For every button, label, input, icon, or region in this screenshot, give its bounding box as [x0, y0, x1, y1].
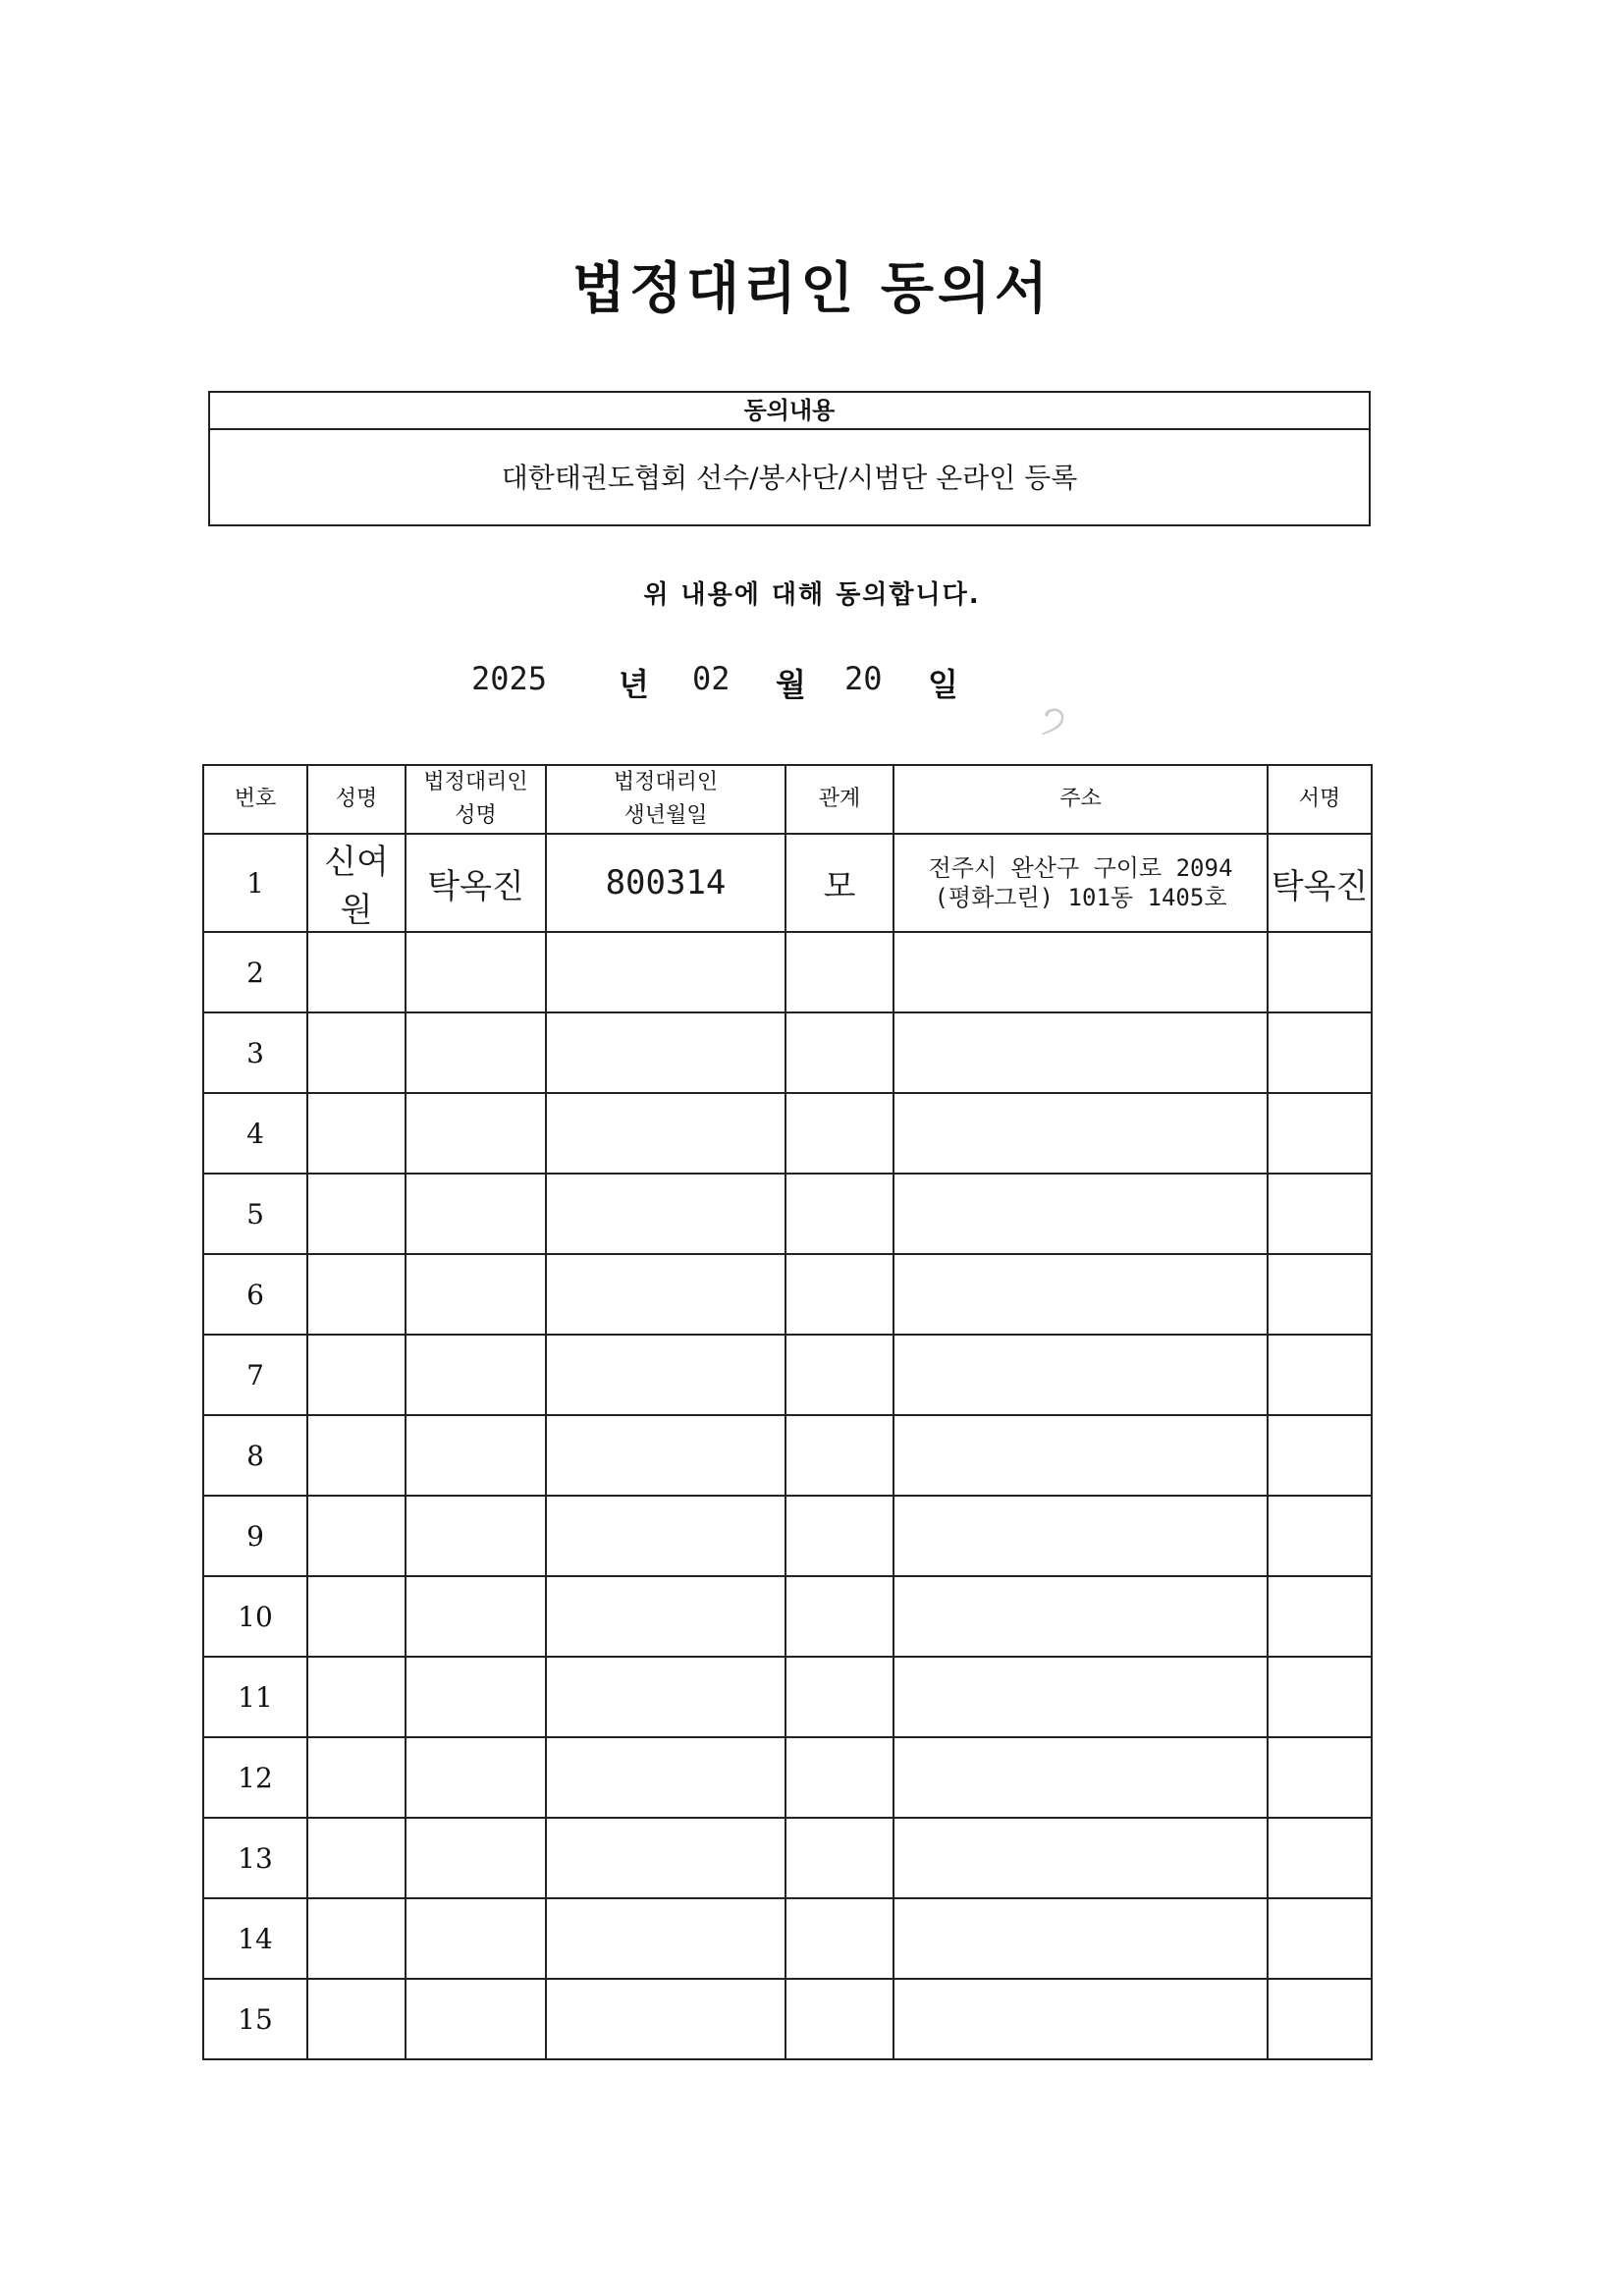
table-row: [203, 1415, 1372, 1496]
cell-signature: [1268, 1012, 1372, 1093]
table-row: [203, 1335, 1372, 1415]
cell-guardian-birth: [546, 1576, 785, 1657]
cell-guardian-name: [406, 1415, 546, 1496]
cell-relation: [785, 1174, 893, 1254]
table-row: [203, 1898, 1372, 1979]
col-header-name: 성명: [307, 765, 406, 834]
cell-signature: [1268, 1335, 1372, 1415]
cell-number: 4: [203, 1093, 307, 1174]
cell-guardian-name: [406, 1737, 546, 1818]
cell-number: 2: [203, 932, 307, 1012]
cell-relation: [785, 1496, 893, 1576]
cell-address: [893, 1496, 1268, 1576]
cell-number: 7: [203, 1335, 307, 1415]
cell-guardian-name: [406, 1818, 546, 1898]
cell-guardian-birth: [546, 1496, 785, 1576]
cell-address: [893, 1174, 1268, 1254]
cell-guardian-birth: [546, 1979, 785, 2059]
table-row: [203, 1174, 1372, 1254]
col-header-relation: 관계: [785, 765, 893, 834]
cell-signature: 탁옥진: [1268, 834, 1372, 932]
cell-signature: [1268, 1818, 1372, 1898]
cell-name: [307, 1898, 406, 1979]
cell-guardian-name: 탁옥진: [406, 834, 546, 932]
cell-relation: [785, 1818, 893, 1898]
cell-guardian-birth: [546, 1415, 785, 1496]
cell-relation: [785, 1576, 893, 1657]
cell-signature: [1268, 1174, 1372, 1254]
cell-name: [307, 1335, 406, 1415]
col-header-guardian-name-line1: 법정대리인: [423, 770, 528, 794]
cell-signature: [1268, 932, 1372, 1012]
cell-guardian-name: [406, 1093, 546, 1174]
cell-signature: [1268, 1093, 1372, 1174]
col-header-guardian-name-line2: 성명: [455, 803, 497, 828]
cell-address: [893, 1818, 1268, 1898]
cell-name: [307, 1979, 406, 2059]
cell-number: 5: [203, 1174, 307, 1254]
cell-address: [893, 1898, 1268, 1979]
cell-name: [307, 1496, 406, 1576]
cell-relation: [785, 1254, 893, 1335]
table-row: [203, 1576, 1372, 1657]
cell-relation: [785, 1657, 893, 1737]
cell-guardian-birth: [546, 1818, 785, 1898]
date-year-label: 년: [619, 666, 649, 703]
stray-mark: ੭: [1041, 697, 1066, 742]
col-header-guardian-birth: [546, 765, 785, 834]
cell-number: 6: [203, 1254, 307, 1335]
cell-name: [307, 1012, 406, 1093]
cell-guardian-name: [406, 1576, 546, 1657]
cell-guardian-birth: [546, 1012, 785, 1093]
cell-name: [307, 1657, 406, 1737]
cell-relation: 모: [785, 834, 893, 932]
cell-relation: [785, 1335, 893, 1415]
date-day-label: 일: [928, 666, 958, 703]
cell-name: [307, 1174, 406, 1254]
table-row: [203, 834, 1372, 932]
cell-address: [893, 1737, 1268, 1818]
cell-address: [893, 1576, 1268, 1657]
cell-address: [893, 1415, 1268, 1496]
cell-address: [893, 1093, 1268, 1174]
cell-name: [307, 1415, 406, 1496]
cell-guardian-birth: [546, 1737, 785, 1818]
agreement-statement: 위 내용에 대해 동의합니다.: [643, 580, 981, 610]
cell-signature: [1268, 1898, 1372, 1979]
cell-signature: [1268, 1737, 1372, 1818]
cell-address: [893, 1012, 1268, 1093]
col-header-address: 주소: [893, 765, 1268, 834]
col-header-guardian-birth-line2: 생년월일: [623, 803, 708, 828]
table-row: [203, 1818, 1372, 1898]
cell-number: 15: [203, 1979, 307, 2059]
registration-table: [202, 764, 1373, 2060]
cell-name: [307, 1737, 406, 1818]
table-header-row: [203, 765, 1372, 834]
cell-name: [307, 932, 406, 1012]
cell-address: [893, 1657, 1268, 1737]
cell-signature: [1268, 1657, 1372, 1737]
cell-number: 11: [203, 1657, 307, 1737]
date-month-label: 월: [776, 666, 806, 703]
cell-guardian-birth: [546, 932, 785, 1012]
table-row: [203, 1012, 1372, 1093]
table-row: [203, 1254, 1372, 1335]
cell-address: [893, 834, 1268, 932]
cell-address: [893, 1979, 1268, 2059]
cell-guardian-name: [406, 1012, 546, 1093]
cell-relation: [785, 1012, 893, 1093]
cell-number: 12: [203, 1737, 307, 1818]
cell-address: [893, 932, 1268, 1012]
consent-header: 동의내용: [210, 393, 1369, 430]
cell-number: 1: [203, 834, 307, 932]
table-row: [203, 1093, 1372, 1174]
consent-box: [208, 391, 1371, 526]
cell-number: 10: [203, 1576, 307, 1657]
cell-name: [307, 1818, 406, 1898]
col-header-signature: 서명: [1268, 765, 1372, 834]
cell-number: 8: [203, 1415, 307, 1496]
cell-guardian-birth: [546, 1335, 785, 1415]
cell-guardian-birth: [546, 1898, 785, 1979]
cell-number: 13: [203, 1818, 307, 1898]
cell-guardian-name: [406, 932, 546, 1012]
cell-signature: [1268, 1415, 1372, 1496]
cell-guardian-name: [406, 1174, 546, 1254]
col-header-guardian-birth-line1: 법정대리인: [613, 770, 719, 794]
consent-content: 대한태권도협회 선수/봉사단/시범단 온라인 등록: [501, 462, 1078, 494]
cell-signature: [1268, 1576, 1372, 1657]
table-row: [203, 1737, 1372, 1818]
table-row: [203, 1979, 1372, 2059]
cell-address: [893, 1335, 1268, 1415]
cell-number: 14: [203, 1898, 307, 1979]
cell-guardian-name: [406, 1898, 546, 1979]
cell-number: 9: [203, 1496, 307, 1576]
cell-guardian-birth: [546, 1174, 785, 1254]
cell-guardian-name: [406, 1657, 546, 1737]
col-header-number: 번호: [203, 765, 307, 834]
cell-address-line1: 전주시 완산구 구이로 2094: [928, 854, 1233, 882]
cell-relation: [785, 1979, 893, 2059]
cell-address: [893, 1254, 1268, 1335]
cell-guardian-name: [406, 1335, 546, 1415]
cell-relation: [785, 1898, 893, 1979]
cell-relation: [785, 1415, 893, 1496]
cell-relation: [785, 1093, 893, 1174]
date-year: 2025: [471, 660, 548, 697]
cell-signature: [1268, 1979, 1372, 2059]
cell-guardian-name: [406, 1979, 546, 2059]
table-row: [203, 1496, 1372, 1576]
cell-signature: [1268, 1254, 1372, 1335]
cell-name: [307, 1093, 406, 1174]
table-row: [203, 1657, 1372, 1737]
cell-name: [307, 1254, 406, 1335]
cell-guardian-birth: [546, 1657, 785, 1737]
cell-relation: [785, 1737, 893, 1818]
cell-name: [307, 1576, 406, 1657]
cell-guardian-birth: [546, 1093, 785, 1174]
cell-address-line2: (평화그린) 101동 1405호: [934, 884, 1227, 911]
cell-guardian-name: [406, 1254, 546, 1335]
cell-signature: [1268, 1496, 1372, 1576]
cell-guardian-birth: [546, 1254, 785, 1335]
date-day: 20: [844, 660, 883, 697]
cell-number: 3: [203, 1012, 307, 1093]
cell-relation: [785, 932, 893, 1012]
cell-guardian-birth: 800314: [546, 834, 785, 932]
cell-name: 신여원: [307, 834, 406, 932]
table-row: [203, 932, 1372, 1012]
document-title: 법정대리인 동의서: [571, 257, 1053, 321]
col-header-guardian-name: [406, 765, 546, 834]
date-month: 02: [692, 660, 731, 697]
cell-guardian-name: [406, 1496, 546, 1576]
